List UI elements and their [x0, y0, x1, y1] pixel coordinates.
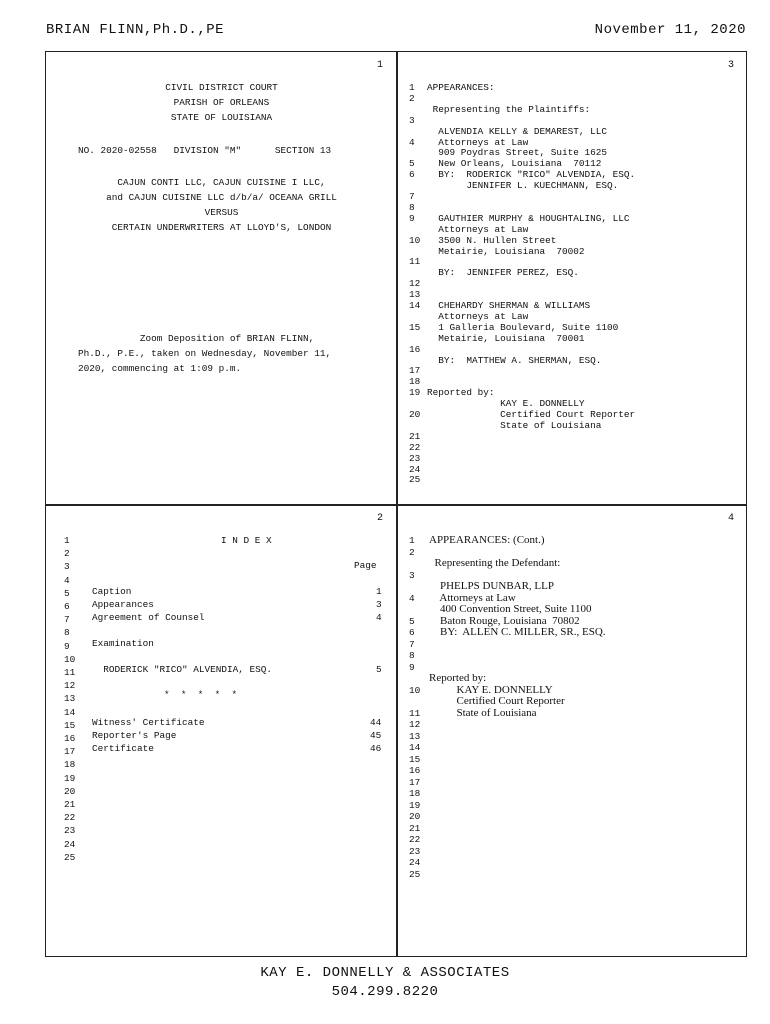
line-number: 15 [409, 321, 421, 333]
line-number: 20 [409, 811, 421, 822]
line-number: 5 [64, 587, 70, 599]
line-number: 1 [409, 82, 415, 93]
line-number: 21 [64, 799, 76, 810]
transcript-line-text: Attorneys at Law [427, 310, 529, 322]
line-number: 6 [409, 169, 415, 181]
court-state: STATE OF LOUISIANA [170, 112, 273, 123]
line-number: 8 [64, 627, 70, 639]
index-entry-examinee: RODERICK "RICO" ALVENDIA, ESQ. [92, 664, 273, 675]
line-number: 13 [409, 730, 421, 742]
line-number: 12 [409, 719, 421, 730]
index-entry-page: 3 [376, 599, 382, 610]
line-number: 5 [409, 158, 415, 170]
index-entry-page: 5 [376, 664, 382, 675]
transcript-frame [45, 51, 747, 957]
transcript-line-text: Metairie, Louisiana 70001 [427, 332, 585, 344]
line-number: 21 [409, 430, 421, 442]
transcript-line-text: PHELPS DUNBAR, LLP [429, 580, 554, 592]
deposition-line-1: Zoom Deposition of BRIAN FLINN, [78, 333, 315, 344]
line-number: 11 [409, 707, 421, 719]
line-number: 4 [64, 574, 70, 586]
line-number: 3 [64, 561, 70, 573]
line-number: 15 [409, 753, 421, 765]
page-number: 4 [727, 513, 734, 524]
transcript-line-text: Reported by: [427, 387, 495, 399]
party-line-2: and CAJUN CUISINE LLC d/b/a/ OCEANA GRILL [106, 192, 337, 203]
index-entry-page: 44 [370, 717, 382, 728]
transcript-page-2 [46, 505, 397, 958]
transcript-line-text: State of Louisiana [427, 419, 602, 431]
versus-label: VERSUS [204, 207, 239, 218]
line-number: 25 [409, 868, 421, 880]
transcript-line-text: Certified Court Reporter [429, 695, 565, 707]
line-number: 16 [409, 343, 421, 355]
party-line-1: CAJUN CONTI LLC, CAJUN CUISINE I LLC, [117, 177, 326, 188]
line-number: 8 [409, 650, 415, 661]
line-number: 4 [409, 136, 415, 148]
transcript-line-text: Metairie, Louisiana 70002 [427, 245, 585, 257]
line-number: 14 [409, 742, 421, 753]
transcript-page-4 [397, 505, 748, 958]
transcript-line-text: GAUTHIER MURPHY & HOUGHTALING, LLC [427, 212, 630, 224]
line-number: 24 [409, 463, 421, 475]
transcript-line-text: 909 Poydras Street, Suite 1625 [427, 147, 608, 159]
index-entry-caption: Caption [92, 586, 132, 597]
line-number: 25 [409, 474, 421, 486]
index-separator-stars: * * * * * [164, 689, 238, 700]
transcript-line-text: APPEARANCES: (Cont.) [429, 534, 545, 546]
header-date: November 11, 2020 [594, 22, 746, 38]
court-parish: PARISH OF ORLEANS [173, 97, 270, 108]
index-entry-certificate: Certificate [92, 743, 154, 754]
line-number: 2 [409, 546, 415, 558]
page-number: 3 [727, 60, 734, 71]
transcript-line-text: Baton Rouge, Louisiana 70802 [429, 614, 580, 627]
transcript-line-text: BY: ALLEN C. MILLER, SR., ESQ. [429, 626, 606, 638]
line-number: 13 [64, 693, 76, 705]
line-number: 6 [409, 627, 415, 638]
deposition-line-3: 2020, commencing at 1:09 p.m. [78, 363, 242, 374]
index-title: I N D E X [221, 535, 272, 546]
line-number: 7 [409, 191, 415, 202]
line-number: 23 [409, 452, 421, 464]
line-number: 18 [409, 788, 421, 799]
line-number: 2 [64, 548, 70, 560]
line-number: 7 [409, 638, 415, 650]
line-number: 14 [64, 706, 76, 718]
line-number: 17 [409, 365, 421, 377]
transcript-line-text: BY: MATTHEW A. SHERMAN, ESQ. [427, 354, 602, 366]
index-entry-agreement: Agreement of Counsel [92, 612, 205, 623]
footer-phone: 504.299.8220 [331, 984, 439, 1000]
line-number: 2 [409, 92, 415, 104]
line-number: 3 [409, 569, 415, 581]
party-line-3: CERTAIN UNDERWRITERS AT LLOYD'S, LONDON [111, 222, 332, 233]
line-number: 22 [64, 812, 76, 824]
line-number: 12 [409, 278, 421, 290]
transcript-line-text: State of Louisiana [429, 706, 537, 719]
line-number: 7 [64, 614, 70, 626]
transcript-line-text: 400 Convention Street, Suite 1100 [429, 603, 592, 615]
transcript-line-text: Attorneys at Law [429, 591, 516, 604]
transcript-line-text: APPEARANCES: [427, 82, 495, 93]
transcript-page-1 [46, 52, 397, 505]
transcript-line-text: JENNIFER L. KUECHMANN, ESQ. [427, 180, 619, 192]
header-witness-name: BRIAN FLINN,Ph.D.,PE [46, 22, 225, 38]
line-number: 22 [409, 441, 421, 453]
line-number: 18 [409, 376, 421, 388]
line-number: 11 [409, 256, 421, 268]
line-number: 9 [64, 640, 70, 652]
line-number: 17 [409, 776, 421, 788]
page-number: 1 [376, 60, 383, 71]
index-entry-appearances: Appearances [92, 599, 154, 610]
index-entry-page: 1 [376, 586, 382, 597]
transcript-line-text: CHEHARDY SHERMAN & WILLIAMS [427, 300, 591, 311]
deposition-line-2: Ph.D., P.E., taken on Wednesday, November 11, [78, 348, 332, 359]
line-number: 16 [409, 765, 421, 776]
index-page-label: Page [354, 560, 377, 571]
index-entry-page: 45 [370, 730, 382, 741]
transcript-line-text: BY: JENNIFER PEREZ, ESQ. [427, 267, 579, 279]
line-number: 17 [64, 746, 76, 758]
line-number: 11 [64, 667, 76, 678]
index-entry-page: 46 [370, 743, 382, 754]
transcript-page-3 [397, 52, 748, 505]
line-number: 9 [409, 212, 415, 224]
line-number: 19 [64, 772, 76, 784]
line-number: 8 [409, 201, 415, 213]
index-entry-reporters-page: Reporter's Page [92, 730, 177, 741]
transcript-line-text: KAY E. DONNELLY [429, 683, 553, 696]
line-number: 3 [409, 114, 415, 126]
line-number: 20 [64, 785, 76, 797]
page-number: 2 [376, 513, 383, 524]
line-number: 18 [64, 759, 76, 771]
line-number: 9 [409, 661, 415, 673]
line-number: 5 [409, 615, 415, 627]
index-entry-page: 4 [376, 612, 382, 623]
case-number-line: NO. 2020-02558 DIVISION "M" SECTION 13 [78, 145, 332, 156]
line-number: 14 [409, 300, 421, 311]
line-number: 4 [409, 592, 415, 604]
line-number: 6 [64, 601, 70, 612]
line-number: 20 [409, 409, 421, 420]
line-number: 22 [409, 834, 421, 845]
transcript-line-text: 1 Galleria Boulevard, Suite 1100 [427, 321, 619, 333]
line-number: 24 [409, 857, 421, 868]
index-entry-examination: Examination [92, 638, 154, 649]
transcript-line-text: BY: RODERICK "RICO" ALVENDIA, ESQ. [427, 169, 636, 181]
line-number: 1 [64, 535, 70, 546]
line-number: 23 [64, 825, 76, 837]
transcript-line-text: Representing the Plaintiffs: [427, 103, 591, 115]
transcript-line-text: Attorneys at Law [427, 223, 529, 235]
line-number: 10 [409, 234, 421, 246]
line-number: 10 [409, 684, 421, 696]
transcript-line-text: New Orleans, Louisiana 70112 [427, 158, 602, 170]
line-number: 21 [409, 822, 421, 834]
transcript-line-text: ALVENDIA KELLY & DEMAREST, LLC [427, 125, 608, 137]
line-number: 10 [64, 653, 76, 665]
transcript-line-text: Representing the Defendant: [429, 557, 561, 569]
line-number: 16 [64, 733, 76, 744]
line-number: 19 [409, 799, 421, 811]
line-number: 19 [409, 387, 421, 399]
line-number: 12 [64, 680, 76, 692]
transcript-line-text: Reported by: [429, 672, 487, 684]
transcript-line-text: 3500 N. Hullen Street [427, 234, 557, 246]
transcript-line-text: Certified Court Reporter [427, 409, 636, 420]
line-number: 15 [64, 719, 76, 731]
footer-company: KAY E. DONNELLY & ASSOCIATES [260, 965, 510, 981]
line-number: 24 [64, 838, 76, 850]
index-entry-witness-certificate: Witness' Certificate [92, 717, 205, 728]
line-number: 23 [409, 845, 421, 857]
line-number: 25 [64, 851, 76, 863]
line-number: 13 [409, 289, 421, 301]
transcript-line-text: KAY E. DONNELLY [427, 398, 585, 410]
court-name: CIVIL DISTRICT COURT [165, 82, 278, 93]
transcript-line-text: Attorneys at Law [427, 136, 529, 148]
line-number: 1 [409, 535, 415, 546]
